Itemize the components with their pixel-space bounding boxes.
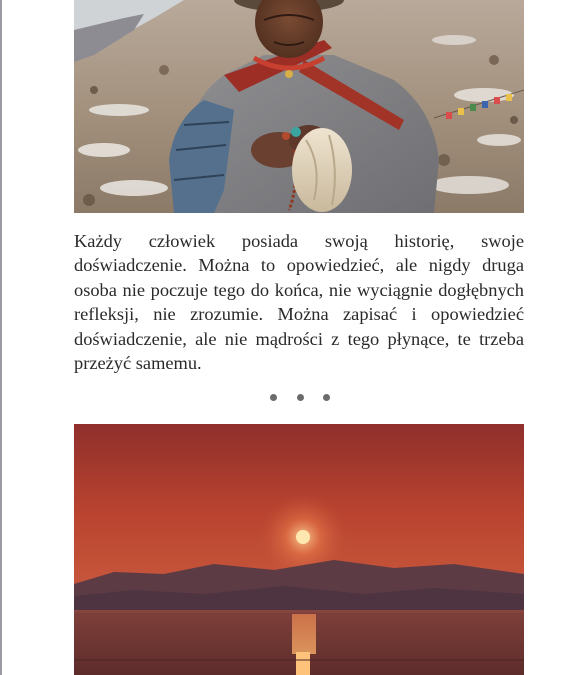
section-separator [270, 389, 330, 405]
separator-dot [297, 394, 304, 401]
sunset-photo [74, 424, 524, 675]
separator-dot [270, 394, 277, 401]
page-edge-rule [0, 0, 2, 675]
body-paragraph: Każdy człowiek posiada swoją historię, swoje doświadczenie. Można to opowiedzieć, ale nigdy druga osoba nie poczuje tego do końca, nie wyciągnie dogłębnych refleksji, nie zrozumie. Można zapisać i opowiedzieć doświadczenie, ale nie mądrości z tego płynące, te trzeba przeżyć samemu. [74, 231, 524, 374]
separator-dot [323, 394, 330, 401]
portrait-photo [74, 0, 524, 213]
